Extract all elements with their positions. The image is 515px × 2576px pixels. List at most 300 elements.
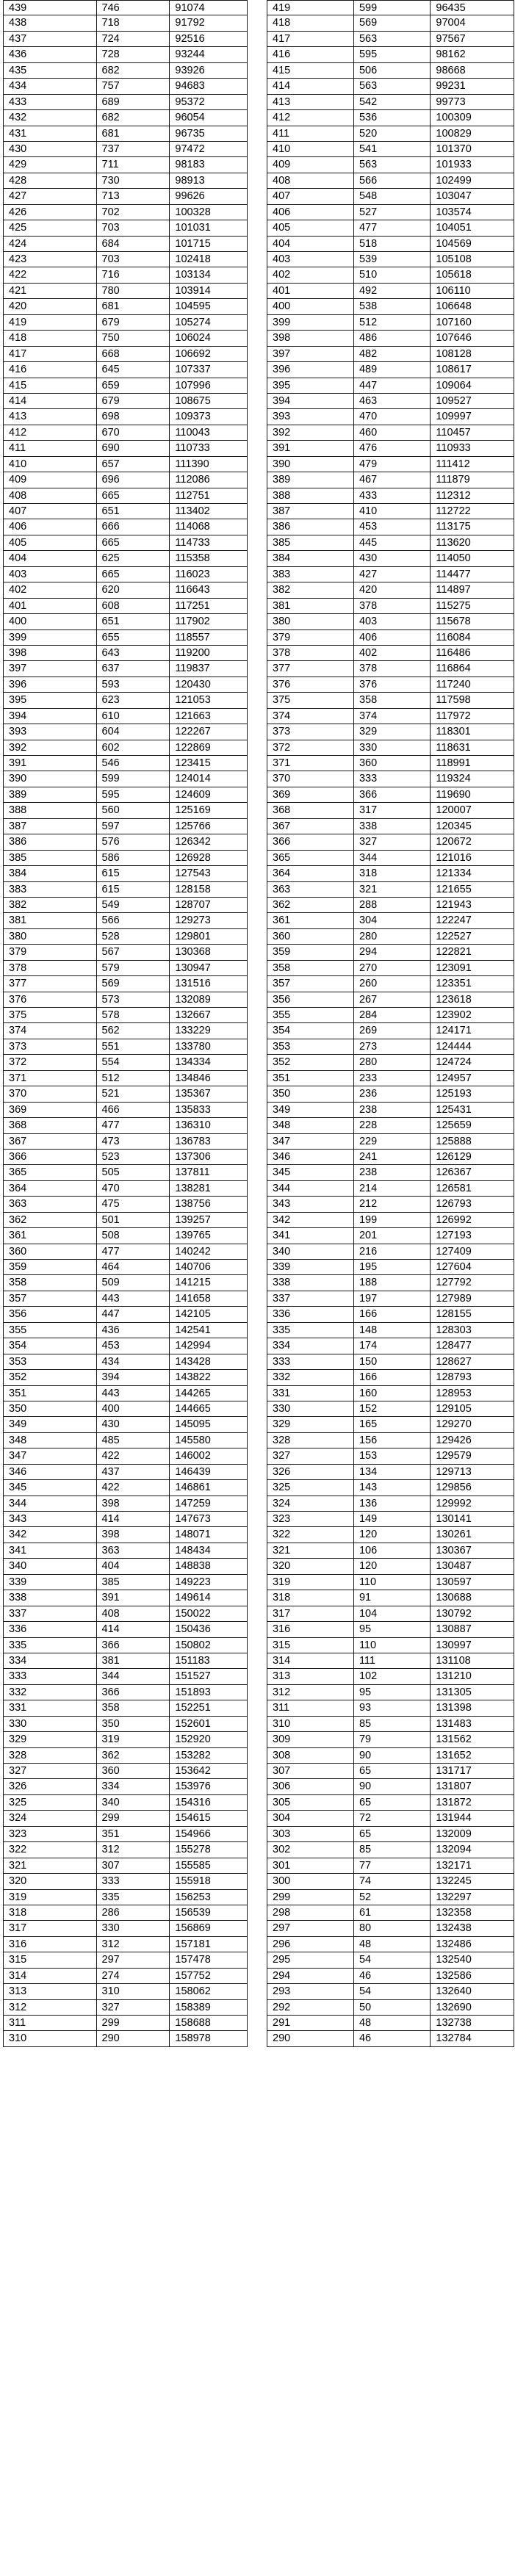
cumulative-cell: 121663	[169, 709, 248, 724]
score-cell: 389	[3, 787, 96, 802]
cumulative-cell: 156869	[169, 1921, 248, 1935]
count-cell: 77	[353, 1858, 430, 1873]
table-row	[267, 1354, 514, 1370]
table-row	[3, 1134, 248, 1150]
score-cell: 331	[3, 1700, 96, 1715]
count-cell: 174	[353, 1338, 430, 1353]
count-cell: 408	[96, 1606, 170, 1621]
table-row	[267, 0, 514, 15]
count-cell: 422	[96, 1448, 170, 1463]
table-row	[3, 504, 248, 519]
table-row	[267, 693, 514, 708]
cumulative-cell: 116023	[169, 567, 248, 582]
count-cell: 334	[96, 1779, 170, 1794]
count-cell: 95	[353, 1622, 430, 1637]
table-row	[267, 1213, 514, 1228]
table-row	[3, 1732, 248, 1747]
score-cell: 397	[3, 661, 96, 676]
table-row	[3, 1448, 248, 1464]
table-row	[3, 220, 248, 236]
cumulative-cell: 117598	[430, 693, 514, 707]
count-cell: 321	[353, 882, 430, 897]
score-cell: 371	[3, 1071, 96, 1086]
count-cell: 657	[96, 457, 170, 472]
score-cell: 439	[3, 1, 96, 15]
table-row	[3, 1370, 248, 1385]
count-cell: 548	[353, 189, 430, 203]
score-cell: 322	[3, 1842, 96, 1857]
cumulative-cell: 143428	[169, 1354, 248, 1369]
score-cell: 343	[267, 1197, 353, 1211]
cumulative-cell: 123902	[430, 1008, 514, 1022]
cumulative-cell: 127193	[430, 1228, 514, 1243]
score-cell: 323	[267, 1512, 353, 1526]
table-row	[267, 1858, 514, 1874]
cumulative-cell: 99626	[169, 189, 248, 203]
table-row	[267, 347, 514, 362]
table-row	[267, 1559, 514, 1574]
count-cell: 65	[353, 1764, 430, 1778]
table-row	[267, 1448, 514, 1464]
table-row	[267, 205, 514, 220]
score-cell: 366	[3, 1150, 96, 1164]
table-row	[3, 1417, 248, 1432]
score-cell: 393	[3, 724, 96, 739]
cumulative-cell: 158062	[169, 1984, 248, 1999]
score-cell: 326	[267, 1465, 353, 1479]
count-cell: 238	[353, 1165, 430, 1180]
count-cell: 148	[353, 1323, 430, 1338]
cumulative-cell: 98913	[169, 173, 248, 188]
score-cell: 336	[267, 1307, 353, 1321]
table-row	[3, 677, 248, 693]
table-row	[267, 2031, 514, 2046]
score-cell: 354	[3, 1338, 96, 1353]
count-cell: 110	[353, 1575, 430, 1590]
cumulative-cell: 105274	[169, 315, 248, 330]
table-row	[267, 79, 514, 94]
count-cell: 436	[96, 1323, 170, 1338]
table-row	[3, 1055, 248, 1070]
count-cell: 362	[96, 1748, 170, 1763]
table-row	[3, 1669, 248, 1684]
score-cell: 377	[3, 976, 96, 991]
table-row	[3, 252, 248, 267]
count-cell: 95	[353, 1685, 430, 1700]
cumulative-cell: 139765	[169, 1228, 248, 1243]
cumulative-cell: 120430	[169, 677, 248, 692]
score-cell: 312	[267, 1685, 353, 1700]
count-cell: 615	[96, 882, 170, 897]
count-cell: 344	[96, 1669, 170, 1684]
count-cell: 294	[353, 945, 430, 959]
count-cell: 350	[96, 1717, 170, 1731]
count-cell: 460	[353, 425, 430, 440]
count-cell: 414	[96, 1512, 170, 1526]
count-cell: 391	[96, 1590, 170, 1605]
cumulative-cell: 122527	[430, 929, 514, 944]
score-cell: 402	[267, 267, 353, 282]
table-row	[3, 1307, 248, 1322]
cumulative-cell: 117251	[169, 599, 248, 613]
table-row	[3, 63, 248, 79]
table-row	[267, 1307, 514, 1322]
table-row	[267, 1401, 514, 1417]
cumulative-cell: 96435	[430, 1, 514, 15]
count-cell: 54	[353, 1984, 430, 1999]
table-row	[3, 1023, 248, 1039]
cumulative-cell: 110733	[169, 441, 248, 455]
count-cell: 65	[353, 1795, 430, 1810]
count-cell: 284	[353, 1008, 430, 1022]
cumulative-cell: 124014	[169, 771, 248, 786]
table-row	[3, 1103, 248, 1118]
score-cell: 400	[267, 299, 353, 314]
cumulative-cell: 118631	[430, 740, 514, 755]
count-cell: 93	[353, 1700, 430, 1715]
cumulative-cell: 146002	[169, 1448, 248, 1463]
score-cell: 392	[3, 740, 96, 755]
count-cell: 238	[353, 1103, 430, 1117]
table-row	[3, 851, 248, 866]
table-row	[3, 771, 248, 787]
count-cell: 470	[96, 1181, 170, 1196]
table-row	[3, 1717, 248, 1732]
table-row	[3, 1150, 248, 1165]
table-row	[267, 47, 514, 62]
count-cell: 604	[96, 724, 170, 739]
score-cell: 429	[3, 157, 96, 172]
cumulative-cell: 130887	[430, 1622, 514, 1637]
table-row	[3, 898, 248, 913]
score-cell: 361	[267, 913, 353, 928]
score-cell: 313	[267, 1669, 353, 1684]
table-row	[267, 1338, 514, 1354]
count-cell: 212	[353, 1197, 430, 1211]
cumulative-cell: 149614	[169, 1590, 248, 1605]
count-cell: 489	[353, 362, 430, 377]
cumulative-cell: 144265	[169, 1386, 248, 1401]
cumulative-cell: 129801	[169, 929, 248, 944]
cumulative-cell: 131944	[430, 1811, 514, 1825]
cumulative-cell: 111390	[169, 457, 248, 472]
cumulative-cell: 125431	[430, 1103, 514, 1117]
count-cell: 746	[96, 1, 170, 15]
cumulative-cell: 119837	[169, 661, 248, 676]
count-cell: 711	[96, 157, 170, 172]
count-cell: 679	[96, 315, 170, 330]
table-row	[267, 1086, 514, 1102]
table-row	[267, 331, 514, 346]
table-row	[267, 709, 514, 724]
cumulative-cell: 107337	[169, 362, 248, 377]
cumulative-cell: 155585	[169, 1858, 248, 1873]
cumulative-cell: 152601	[169, 1717, 248, 1731]
count-cell: 447	[353, 378, 430, 393]
count-cell: 236	[353, 1086, 430, 1101]
score-cell: 373	[3, 1039, 96, 1054]
cumulative-cell: 126129	[430, 1150, 514, 1164]
table-row	[267, 1890, 514, 1905]
cumulative-cell: 125193	[430, 1086, 514, 1101]
cumulative-cell: 158688	[169, 2016, 248, 2030]
score-cell: 313	[3, 1984, 96, 1999]
table-row	[267, 819, 514, 834]
table-row	[267, 425, 514, 441]
table-row	[3, 614, 248, 629]
cumulative-cell: 98183	[169, 157, 248, 172]
table-row	[3, 237, 248, 252]
cumulative-cell: 106110	[430, 284, 514, 298]
count-cell: 422	[96, 1480, 170, 1495]
count-cell: 477	[96, 1244, 170, 1259]
count-cell: 233	[353, 1071, 430, 1086]
count-cell: 479	[353, 457, 430, 472]
cumulative-cell: 124444	[430, 1039, 514, 1054]
count-cell: 381	[96, 1653, 170, 1668]
table-row	[3, 1779, 248, 1794]
cumulative-cell: 116643	[169, 582, 248, 597]
score-cell: 378	[267, 646, 353, 660]
cumulative-cell: 122869	[169, 740, 248, 755]
score-cell: 328	[3, 1748, 96, 1763]
cumulative-cell: 101933	[430, 157, 514, 172]
score-cell: 384	[3, 866, 96, 881]
count-cell: 333	[353, 771, 430, 786]
cumulative-cell: 97472	[169, 142, 248, 156]
score-cell: 344	[3, 1496, 96, 1511]
score-cell: 356	[3, 1307, 96, 1321]
table-row	[267, 173, 514, 189]
score-cell: 401	[3, 599, 96, 613]
cumulative-cell: 95372	[169, 95, 248, 109]
table-row	[267, 157, 514, 173]
score-cell: 369	[267, 787, 353, 802]
score-cell: 391	[267, 441, 353, 455]
cumulative-cell: 153642	[169, 1764, 248, 1778]
score-cell: 406	[267, 205, 353, 220]
score-cell: 323	[3, 1827, 96, 1841]
table-row	[3, 394, 248, 409]
table-row	[267, 95, 514, 110]
count-cell: 542	[353, 95, 430, 109]
score-cell: 348	[267, 1118, 353, 1133]
score-cell: 354	[267, 1023, 353, 1038]
cumulative-cell: 128627	[430, 1354, 514, 1369]
cumulative-cell: 154316	[169, 1795, 248, 1810]
score-cell: 383	[3, 882, 96, 897]
count-cell: 610	[96, 709, 170, 724]
score-cell: 390	[267, 457, 353, 472]
table-row	[3, 1354, 248, 1370]
score-cell: 410	[267, 142, 353, 156]
cumulative-cell: 109064	[430, 378, 514, 393]
cumulative-cell: 123351	[430, 976, 514, 991]
cumulative-cell: 124724	[430, 1055, 514, 1069]
count-cell: 330	[96, 1921, 170, 1935]
cumulative-cell: 132094	[430, 1842, 514, 1857]
score-cell: 376	[267, 677, 353, 692]
score-cell: 357	[3, 1291, 96, 1306]
count-cell: 61	[353, 1905, 430, 1920]
count-cell: 360	[353, 756, 430, 771]
table-row	[3, 32, 248, 47]
count-cell: 195	[353, 1260, 430, 1274]
score-cell: 363	[267, 882, 353, 897]
count-cell: 317	[353, 803, 430, 818]
count-cell: 358	[96, 1700, 170, 1715]
table-row	[267, 1590, 514, 1606]
count-cell: 512	[96, 1071, 170, 1086]
score-cell: 425	[3, 220, 96, 235]
cumulative-cell: 98162	[430, 47, 514, 62]
score-cell: 438	[3, 15, 96, 30]
table-row	[267, 1952, 514, 1968]
cumulative-cell: 94683	[169, 79, 248, 93]
cumulative-cell: 157752	[169, 1969, 248, 1983]
count-cell: 288	[353, 898, 430, 912]
score-cell: 375	[267, 693, 353, 707]
count-cell: 549	[96, 898, 170, 912]
table-row	[3, 284, 248, 299]
score-cell: 362	[3, 1213, 96, 1227]
score-cell: 324	[267, 1496, 353, 1511]
cumulative-cell: 126992	[430, 1213, 514, 1227]
score-cell: 432	[3, 110, 96, 125]
score-cell: 339	[267, 1260, 353, 1274]
count-cell: 150	[353, 1354, 430, 1369]
table-row	[267, 898, 514, 913]
cumulative-cell: 127409	[430, 1244, 514, 1259]
score-cell: 405	[267, 220, 353, 235]
count-cell: 54	[353, 1952, 430, 1967]
cumulative-cell: 120345	[430, 819, 514, 834]
cumulative-cell: 152251	[169, 1700, 248, 1715]
score-cell: 364	[267, 866, 353, 881]
score-cell: 409	[267, 157, 353, 172]
score-cell: 327	[3, 1764, 96, 1778]
cumulative-cell: 144665	[169, 1401, 248, 1416]
score-cell: 355	[267, 1008, 353, 1022]
count-cell: 716	[96, 267, 170, 282]
count-cell: 312	[96, 1937, 170, 1952]
table-row	[3, 1386, 248, 1401]
count-cell: 643	[96, 646, 170, 660]
table-row	[267, 237, 514, 252]
table-row	[267, 1197, 514, 1212]
table-row	[267, 913, 514, 928]
table-row	[267, 614, 514, 629]
cumulative-cell: 130688	[430, 1590, 514, 1605]
table-row	[267, 646, 514, 661]
table-row	[3, 1937, 248, 1952]
cumulative-cell: 137811	[169, 1165, 248, 1180]
table-row	[267, 220, 514, 236]
table-row	[267, 1465, 514, 1480]
count-cell: 477	[96, 1118, 170, 1133]
table-row	[267, 1023, 514, 1039]
score-cell: 382	[3, 898, 96, 912]
cumulative-cell: 112722	[430, 504, 514, 519]
table-row	[267, 1496, 514, 1512]
table-row	[3, 331, 248, 346]
table-row	[3, 709, 248, 724]
count-cell: 65	[353, 1827, 430, 1841]
score-cell: 383	[267, 567, 353, 582]
cumulative-cell: 154615	[169, 1811, 248, 1825]
table-row	[267, 1905, 514, 1921]
table-row	[3, 1512, 248, 1527]
score-cell: 320	[3, 1874, 96, 1888]
table-row	[3, 1827, 248, 1842]
table-row	[3, 834, 248, 850]
table-row	[3, 79, 248, 94]
count-cell: 665	[96, 488, 170, 503]
count-cell: 569	[96, 976, 170, 991]
table-row	[267, 394, 514, 409]
score-cell: 419	[3, 315, 96, 330]
count-cell: 730	[96, 173, 170, 188]
score-cell: 421	[3, 284, 96, 298]
cumulative-cell: 116084	[430, 630, 514, 645]
count-cell: 304	[353, 913, 430, 928]
count-cell: 427	[353, 567, 430, 582]
count-cell: 153	[353, 1448, 430, 1463]
score-cell: 414	[3, 394, 96, 408]
cumulative-cell: 93244	[169, 47, 248, 62]
table-row	[267, 535, 514, 551]
count-cell: 363	[96, 1543, 170, 1558]
score-cell: 400	[3, 614, 96, 629]
count-cell: 330	[353, 740, 430, 755]
score-cell: 319	[3, 1890, 96, 1905]
cumulative-cell: 110043	[169, 425, 248, 440]
table-row	[3, 1842, 248, 1858]
score-cell: 407	[267, 189, 353, 203]
cumulative-cell: 115358	[169, 551, 248, 566]
score-cell: 417	[3, 347, 96, 361]
cumulative-cell: 126793	[430, 1197, 514, 1211]
score-cell: 378	[3, 961, 96, 975]
table-row	[267, 882, 514, 898]
score-cell: 312	[3, 2000, 96, 2015]
table-row	[3, 1480, 248, 1496]
score-cell: 408	[267, 173, 353, 188]
table-row	[267, 1779, 514, 1794]
count-cell: 307	[96, 1858, 170, 1873]
count-cell: 286	[96, 1905, 170, 1920]
score-cell: 318	[267, 1590, 353, 1605]
count-cell: 360	[96, 1764, 170, 1778]
table-row	[3, 267, 248, 283]
table-row	[3, 347, 248, 362]
score-cell: 347	[3, 1448, 96, 1463]
table-row	[3, 205, 248, 220]
score-cell: 401	[267, 284, 353, 298]
cumulative-cell: 109527	[430, 394, 514, 408]
count-cell: 620	[96, 582, 170, 597]
cumulative-cell: 134334	[169, 1055, 248, 1069]
cumulative-cell: 114050	[430, 551, 514, 566]
cumulative-cell: 91074	[169, 1, 248, 15]
count-cell: 682	[96, 110, 170, 125]
table-row	[267, 15, 514, 31]
right-score-table	[267, 0, 514, 2576]
count-cell: 134	[353, 1465, 430, 1479]
count-cell: 447	[96, 1307, 170, 1321]
cumulative-cell: 99773	[430, 95, 514, 109]
count-cell: 595	[353, 47, 430, 62]
